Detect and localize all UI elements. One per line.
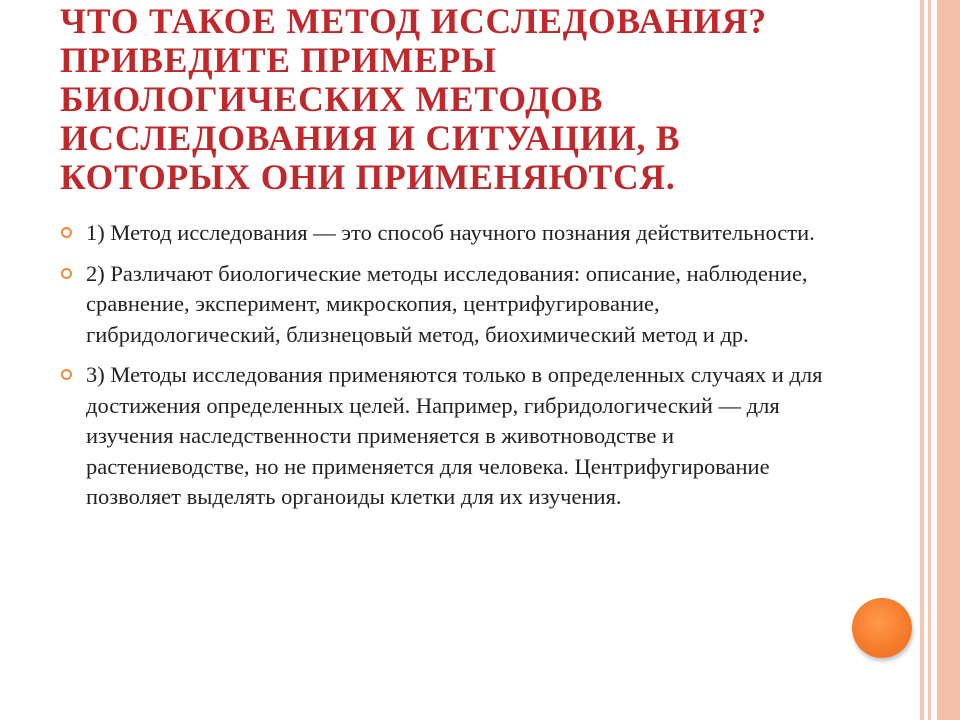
decorative-stripe <box>937 0 960 720</box>
circle-bullet-icon <box>61 227 72 238</box>
bullet-item-2 <box>60 259 830 351</box>
bullet-item-1 <box>60 218 830 249</box>
circle-bullet-icon <box>61 268 72 279</box>
decorative-orange-circle <box>852 598 912 658</box>
bullet-text-3: 3) Методы исследования применяются только в определенных случаях и для достижения определенных целей. Например, гибридологический — для изучения наследственности применяется в животноводстве и растениеводстве, но не применяется для человека. Центрифугирование позволяет выделять органоиды клетки для их изучения. <box>86 362 823 509</box>
circle-bullet-icon <box>61 369 72 380</box>
bullet-text-1: 1) Метод исследования — это способ научного познания действительности. <box>86 220 815 245</box>
bullet-text-2: 2) Различают биологические методы исследования: описание, наблюдение, сравнение, эксперимент, микроскопия, центрифугирование, гибридологический, близнецовый метод, биохимический метод и др. <box>86 260 808 347</box>
decorative-stripe <box>920 0 924 720</box>
bullet-item-3 <box>60 360 830 513</box>
slide-title: ЧТО ТАКОЕ МЕТОД ИССЛЕДОВАНИЯ? ПРИВЕДИТЕ ПРИМЕРЫ БИОЛОГИЧЕСКИХ МЕТОДОВ ИССЛЕДОВАНИЯ И СИТУАЦИИ, В КОТОРЫХ ОНИ ПРИМЕНЯЮТСЯ. <box>60 1 767 197</box>
bullet-list <box>60 218 830 523</box>
decorative-stripe <box>928 0 931 720</box>
